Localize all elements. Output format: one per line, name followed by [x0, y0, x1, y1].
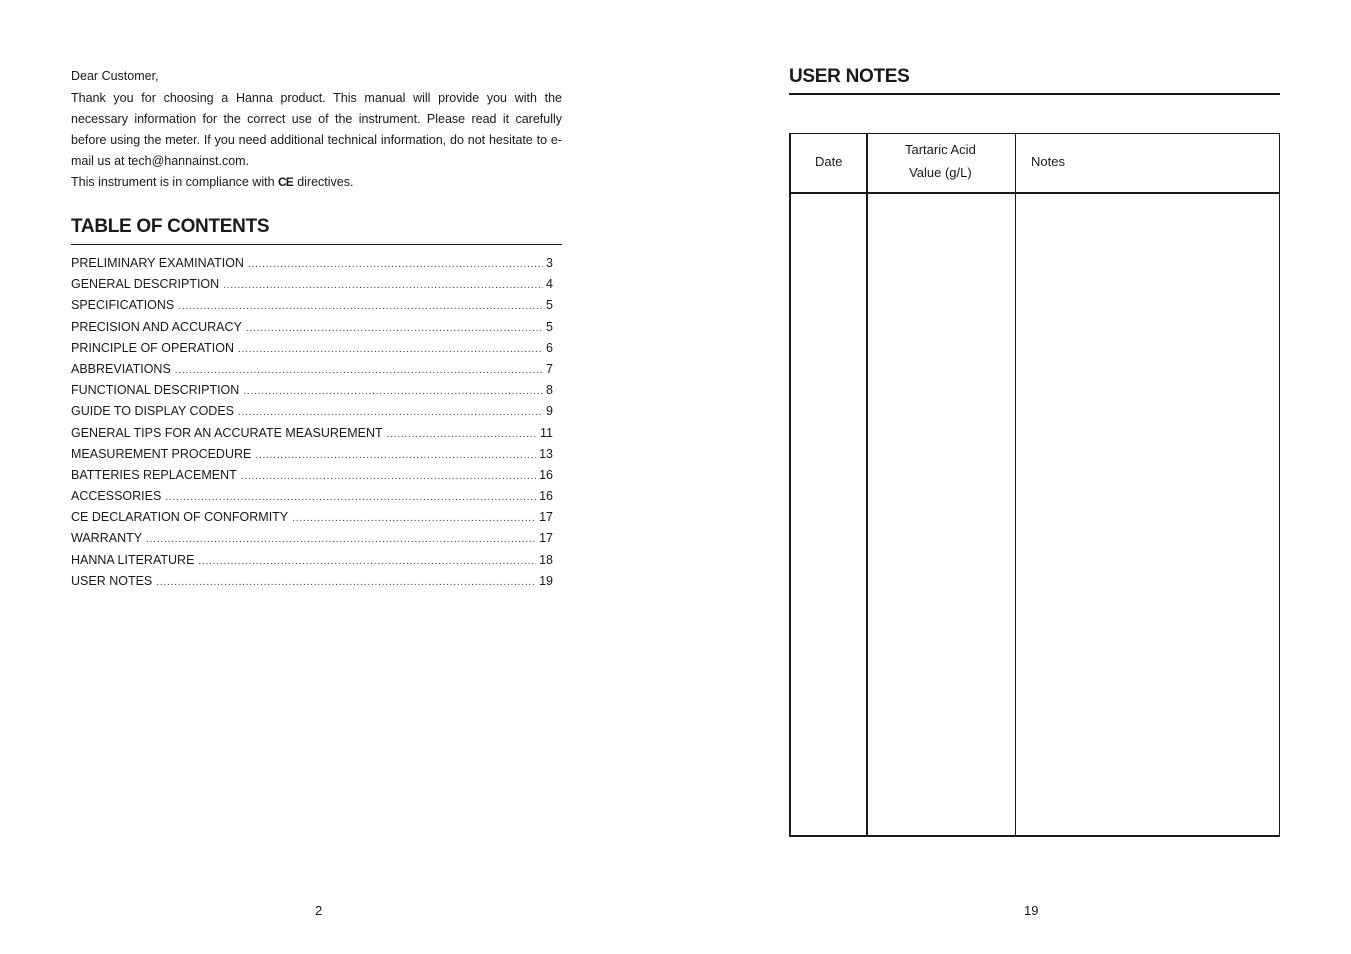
toc-entry-page: 13	[539, 446, 553, 461]
toc-title: TABLE OF CONTENTS	[71, 216, 270, 237]
ce-mark-icon: CE	[278, 175, 293, 189]
toc-entry-page: 8	[546, 383, 553, 398]
toc-dot-leader	[146, 534, 536, 545]
toc-entry-label: FUNCTIONAL DESCRIPTION	[71, 383, 240, 398]
toc-entry-page: 3	[546, 256, 553, 270]
toc-dot-leader	[241, 471, 536, 482]
toc-entry	[71, 447, 553, 468]
intro-section	[71, 66, 562, 193]
toc-entry-page: 18	[539, 552, 553, 567]
toc-entry-label: USER NOTES	[71, 573, 153, 588]
toc-entry-page: 5	[546, 319, 553, 334]
toc-dot-leader	[292, 513, 536, 524]
toc-entry	[71, 404, 553, 425]
page-number-right: 19	[1024, 903, 1039, 918]
greeting-text: Dear Customer,	[71, 69, 159, 83]
greeting	[71, 66, 562, 87]
table-border-right	[1279, 133, 1280, 837]
toc-entry	[71, 341, 553, 362]
toc-entry-page: 19	[539, 573, 553, 588]
toc-entry	[71, 256, 553, 277]
toc-dot-leader	[198, 556, 536, 567]
toc-entry-label: WARRANTY	[71, 531, 143, 546]
toc-entry-page: 7	[546, 361, 553, 376]
toc-entry	[71, 383, 553, 404]
column-header-tartaric-line1: Tartaric Acid	[905, 142, 976, 157]
toc-entry-label: PRINCIPLE OF OPERATION	[71, 340, 234, 355]
column-header-date: Date	[815, 154, 843, 169]
toc-entry-label: GENERAL TIPS FOR AN ACCURATE MEASUREMENT	[71, 425, 383, 440]
toc-entry	[71, 531, 553, 552]
toc-dot-leader	[178, 301, 543, 312]
toc-entry	[71, 553, 553, 574]
toc-entry-page: 17	[539, 531, 553, 546]
user-notes-title: USER NOTES	[789, 66, 910, 87]
toc-entry	[71, 574, 553, 595]
toc-entry-label: CE DECLARATION OF CONFORMITY	[71, 510, 289, 525]
toc-dot-leader	[243, 386, 543, 397]
toc-entry-label: HANNA LITERATURE	[71, 552, 195, 567]
toc-entry-page: 9	[546, 404, 553, 419]
toc-entry-label: MEASUREMENT PROCEDURE	[71, 446, 252, 461]
page-number-left: 2	[315, 903, 323, 918]
table-column-divider-2	[1015, 133, 1016, 837]
column-header-notes: Notes	[1031, 154, 1065, 169]
toc-dot-leader	[248, 259, 543, 270]
toc-dot-leader	[255, 450, 536, 461]
toc-entry	[71, 320, 553, 341]
toc-dot-leader	[387, 429, 537, 440]
toc-entry-label: BATTERIES REPLACEMENT	[71, 467, 237, 482]
table-border-top	[789, 133, 1280, 134]
intro-body: Thank you for choosing a Hanna product. This manual will provide you with the necessary information for the correct use of the instrument. Please read it carefully before using the meter. If you need additional technical information, do not hesitate to e-mail us at tech@hannainst.com.	[71, 91, 562, 168]
toc-entry-page: 16	[539, 467, 553, 482]
toc-entry-page: 11	[540, 425, 553, 440]
toc-entry-page: 4	[546, 277, 553, 292]
toc-entry-page: 6	[546, 340, 553, 355]
toc-dot-leader	[238, 344, 543, 355]
toc-entry-label: PRELIMINARY EXAMINATION	[71, 256, 244, 270]
user-notes-table	[789, 133, 1280, 837]
table-header-separator	[789, 192, 1280, 194]
toc-entry	[71, 362, 553, 383]
toc-dot-leader	[156, 577, 536, 588]
toc-entry	[71, 468, 553, 489]
toc-entry-page: 5	[546, 298, 553, 313]
toc-entry-label: ACCESSORIES	[71, 489, 162, 504]
toc-dot-leader	[238, 407, 543, 418]
toc-entry-label: PRECISION AND ACCURACY	[71, 319, 242, 334]
compliance-before: This instrument is in compliance with	[71, 175, 275, 189]
compliance-after: directives.	[297, 175, 354, 189]
table-of-contents	[71, 256, 553, 595]
toc-entry	[71, 277, 553, 298]
column-header-tartaric-line2: Value (g/L)	[909, 165, 972, 180]
toc-dot-leader	[246, 323, 543, 334]
toc-entry	[71, 298, 553, 319]
column-header-tartaric-acid	[905, 138, 976, 184]
table-border-bottom	[789, 835, 1280, 837]
toc-entry-label: GUIDE TO DISPLAY CODES	[71, 404, 235, 419]
toc-dot-leader	[175, 365, 543, 376]
toc-entry	[71, 426, 553, 447]
toc-entry-page: 17	[539, 510, 553, 525]
toc-entry	[71, 510, 553, 531]
toc-divider	[71, 244, 562, 245]
toc-entry-label: SPECIFICATIONS	[71, 298, 175, 313]
compliance-line	[71, 172, 562, 193]
toc-entry-label: GENERAL DESCRIPTION	[71, 277, 220, 292]
toc-entry	[71, 489, 553, 510]
user-notes-divider	[789, 93, 1280, 95]
toc-entry-label: ABBREVIATIONS	[71, 361, 171, 376]
table-border-left	[789, 133, 791, 837]
table-column-divider-1	[866, 133, 868, 837]
toc-entry-page: 16	[539, 489, 553, 504]
toc-dot-leader	[223, 280, 543, 291]
toc-dot-leader	[165, 492, 536, 503]
